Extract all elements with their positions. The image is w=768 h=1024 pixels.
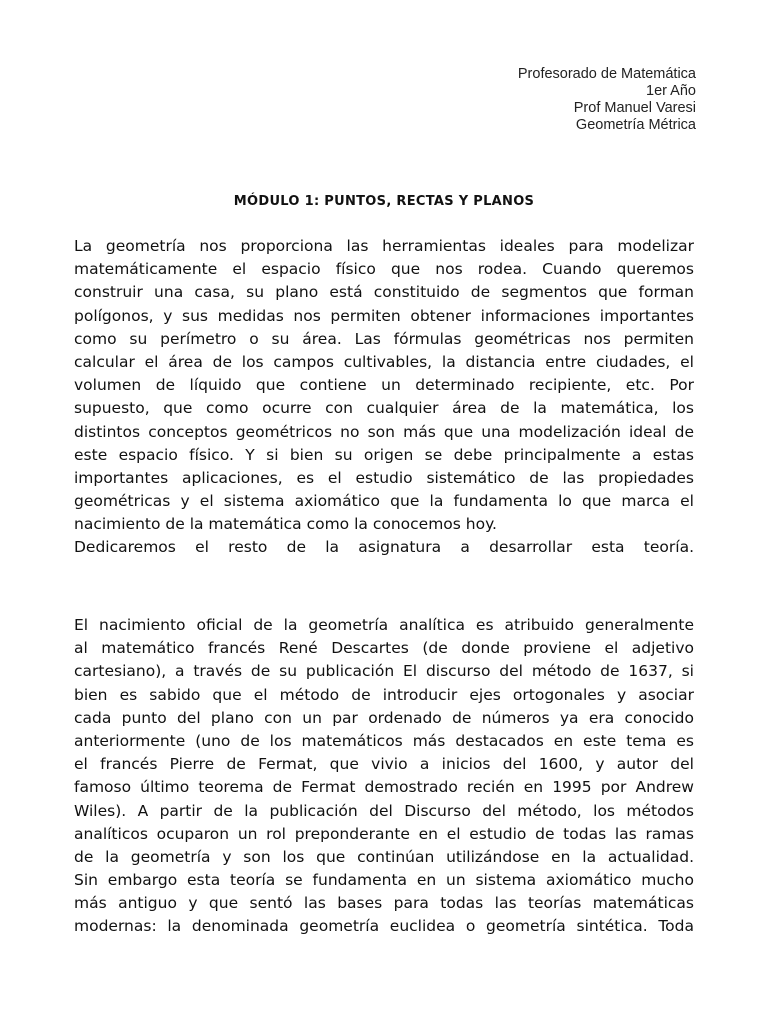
- text-line: este espacio físico. Y si bien su origen se debe principalmente a estas: [74, 445, 694, 464]
- text-line: Sin embargo esta teoría se fundamenta en un sistema axiomático mucho: [74, 871, 694, 890]
- header-year: 1er Año: [646, 83, 696, 99]
- text-line: analíticos ocuparon un rol preponderante en el estudio de todas las ramas: [74, 824, 694, 843]
- paragraph-analytic-geometry: [74, 614, 694, 939]
- text-line: de la geometría y son los que continúan utilizándose en la actualidad.: [74, 847, 694, 866]
- text-line: Dedicaremos el resto de la asignatura a desarrollar esta teoría.: [74, 538, 694, 557]
- text-line: como su perímetro o su área. Las fórmulas geométricas nos permiten: [74, 329, 694, 348]
- text-line: nacimiento de la matemática como la conocemos hoy.: [74, 515, 497, 534]
- text-line: La geometría nos proporciona las herramientas ideales para modelizar: [74, 237, 694, 255]
- text-line: matemáticamente el espacio físico que nos rodea. Cuando queremos: [74, 260, 694, 279]
- text-line: más antiguo y que sentó las bases para todas las teorías matemáticas: [74, 894, 694, 913]
- paragraph-intro: [74, 235, 694, 560]
- text-line: Wiles). A partir de la publicación del Discurso del método, los métodos: [74, 801, 694, 820]
- text-line: construir una casa, su plano está constituido de segmentos que forman: [74, 283, 694, 302]
- text-line: polígonos, y sus medidas nos permiten obtener informaciones importantes: [74, 306, 694, 325]
- text-line: el francés Pierre de Fermat, que vivio a inicios del 1600, y autor del: [74, 755, 694, 774]
- text-line: volumen de líquido que contiene un determinado recipiente, etc. Por: [74, 376, 694, 395]
- text-line: supuesto, que como ocurre con cualquier área de la matemática, los: [74, 399, 694, 418]
- text-line: al matemático francés René Descartes (de donde proviene el adjetivo: [74, 639, 694, 658]
- text-line: El nacimiento oficial de la geometría analítica es atribuido generalmente: [74, 616, 694, 634]
- header-subject: Geometría Métrica: [575, 117, 696, 133]
- text-line: modernas: la denominada geometría euclidea o geometría sintética. Toda: [74, 917, 694, 936]
- text-line: anteriormente (uno de los matemáticos más destacados en este tema es: [74, 731, 694, 750]
- text-line: famoso último teorema de Fermat demostrado recién en 1995 por Andrew: [74, 778, 694, 797]
- text-line: calcular el área de los campos cultivables, la distancia entre ciudades, el: [74, 352, 694, 371]
- header-institution: Profesorado de Matemática: [517, 66, 696, 82]
- header-professor: Prof Manuel Varesi: [573, 100, 696, 116]
- text-line: importantes aplicaciones, es el estudio sistemático de las propiedades: [74, 468, 694, 487]
- text-line: cartesiano), a través de su publicación El discurso del método de 1637, si: [74, 662, 694, 681]
- text-line: distintos conceptos geométricos no son más que una modelización ideal de: [74, 422, 694, 441]
- text-line: bien es sabido que el método de introducir ejes ortogonales y asociar: [74, 685, 694, 704]
- document-header: [518, 66, 696, 134]
- text-line: cada punto del plano con un par ordenado de números ya era conocido: [74, 708, 694, 727]
- text-line: geométricas y el sistema axiomático que la fundamenta lo que marca el: [74, 492, 694, 511]
- module-title: MÓDULO 1: PUNTOS, RECTAS Y PLANOS: [233, 194, 535, 209]
